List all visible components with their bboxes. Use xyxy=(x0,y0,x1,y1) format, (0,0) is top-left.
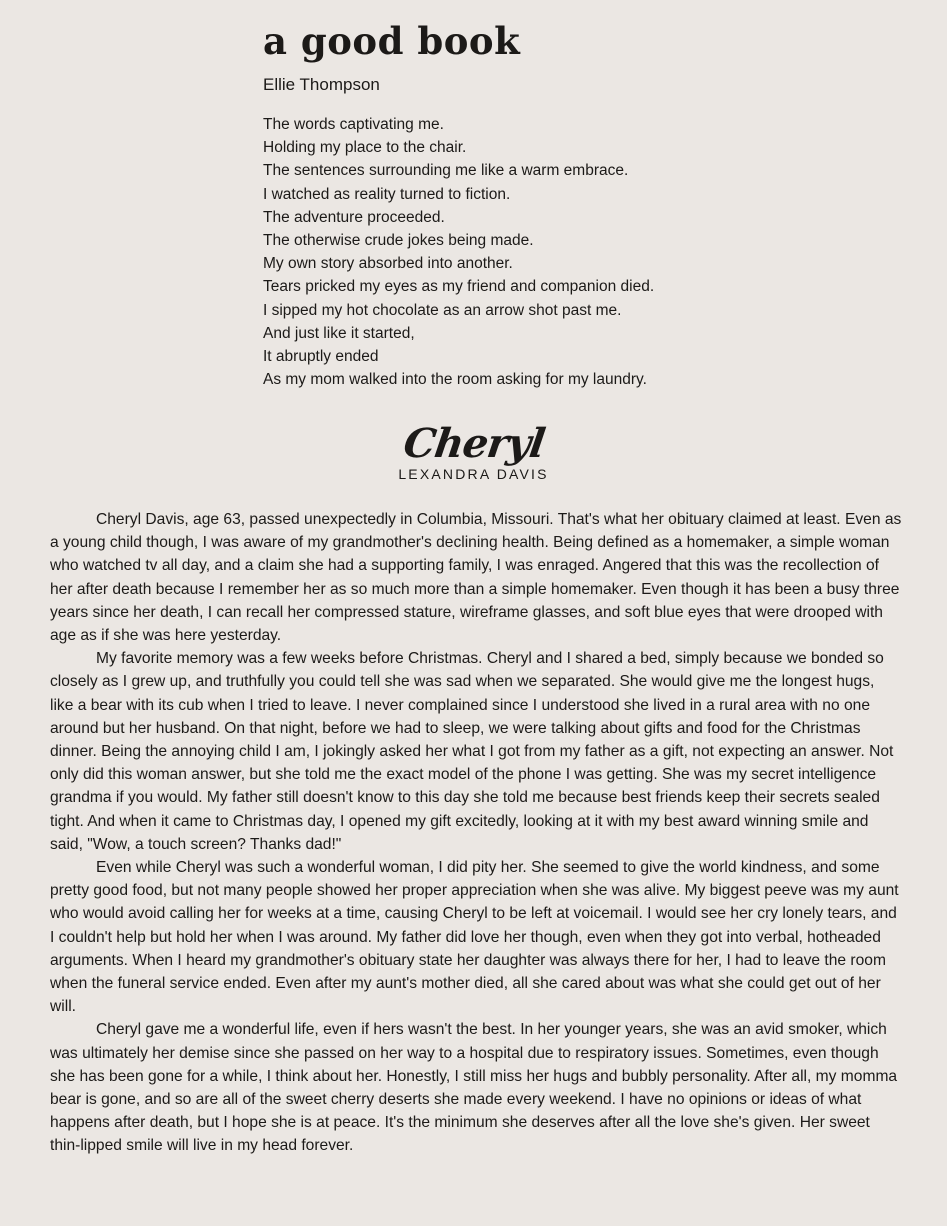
essay-paragraph: Cheryl Davis, age 63, passed unexpectedly in Columbia, Missouri. That's what her obituary claimed at least. Even as a young child though, I was aware of my grandmother's declining health. Being defined as a homemaker, a simple woman who watched tv all day, and a claim she had a supporting family, I was enraged. Angered that this was the recollection of her after death because I remember her as so much more than a simple homemaker. Even though it has been a busy three years since her death, I can recall her compressed stature, wireframe glasses, and soft blue eyes that were drooped with age as if she was here yesterday. xyxy=(50,511,902,645)
poem-line: The sentences surrounding me like a warm embrace. xyxy=(263,162,629,180)
poem-line: It abruptly ended xyxy=(263,348,379,366)
poem-line: And just like it started, xyxy=(263,324,415,342)
poem-line: As my mom walked into the room asking for my laundry. xyxy=(263,371,647,389)
poem-line: The adventure proceeded. xyxy=(263,208,445,226)
essay-author: LEXANDRA DAVIS xyxy=(398,466,549,482)
essay-paragraph: My favorite memory was a few weeks before Christmas. Cheryl and I shared a bed, simply because we bonded so closely as I grew up, and truthfully you could tell she was sad when we separated. She would give me the longest hugs, like a bear with its cub when I tried to leave. I never complained since I understood she lived in a rural area with no one around but her husband. On that night, before we had to sleep, we were talking about gifts and food for the Christmas dinner. Being the annoying child I am, I jokingly asked her what I got from my father as a gift, not expecting an answer. Not only did this woman answer, but she told me the exact model of the phone I was getting. She was my secret intelligence grandma if you would. My father still doesn't know to this day she told me because best friends keep their secrets sealed tight. And when it came to Christmas day, I opened my gift excitedly, looking at it with my best award winning smile and said, "Wow, a touch screen? Thanks dad!" xyxy=(50,650,894,853)
poem-line: I watched as reality turned to fiction. xyxy=(263,185,511,203)
essay-body xyxy=(50,508,902,1158)
poem-line: The otherwise crude jokes being made. xyxy=(263,232,534,250)
poem-section xyxy=(263,18,883,391)
poem-line: The words captivating me. xyxy=(263,116,444,133)
poem-author: Ellie Thompson xyxy=(263,75,380,94)
poem-title: a good book xyxy=(263,19,521,63)
essay-title: Cheryl xyxy=(400,420,547,467)
poem-line: I sipped my hot chocolate as an arrow shot past me. xyxy=(263,301,622,319)
poem-lines xyxy=(263,113,883,391)
essay-header xyxy=(0,418,947,482)
essay-paragraph: Cheryl gave me a wonderful life, even if hers wasn't the best. In her younger years, she was an avid smoker, which was ultimately her demise since she passed on her way to a hospital due to respiratory issues. Sometimes, even though she has been gone for a while, I think about her. Honestly, I still miss her hugs and bubbly personality. After all, my momma bear is gone, and so are all of the sweet cherry deserts she made every weekend. I have no opinions or ideas of what happens after death, but I hope she is at peace. It's the minimum she deserves after all the love she's given. Her sweet thin-lipped smile will live in my head forever. xyxy=(50,1021,898,1155)
essay-paragraph: Even while Cheryl was such a wonderful woman, I did pity her. She seemed to give the world kindness, and some pretty good food, but not many people showed her proper appreciation when she was alive. My biggest peeve was my aunt who would avoid calling her for weeks at a time, causing Cheryl to be left at voicemail. I would see her cry lonely tears, and I couldn't help but hold her when I was around. My father did love her though, even when they got into verbal, hotheaded arguments. When I heard my grandmother's obituary state her daughter was always there for her, I had to leave the room when the funeral service ended. Even after my aunt's mother died, all she cared about was what she could get out of her will. xyxy=(50,859,899,1016)
poem-line: Holding my place to the chair. xyxy=(263,139,467,157)
poem-line: My own story absorbed into another. xyxy=(263,255,513,273)
poem-line: Tears pricked my eyes as my friend and companion died. xyxy=(263,278,655,296)
